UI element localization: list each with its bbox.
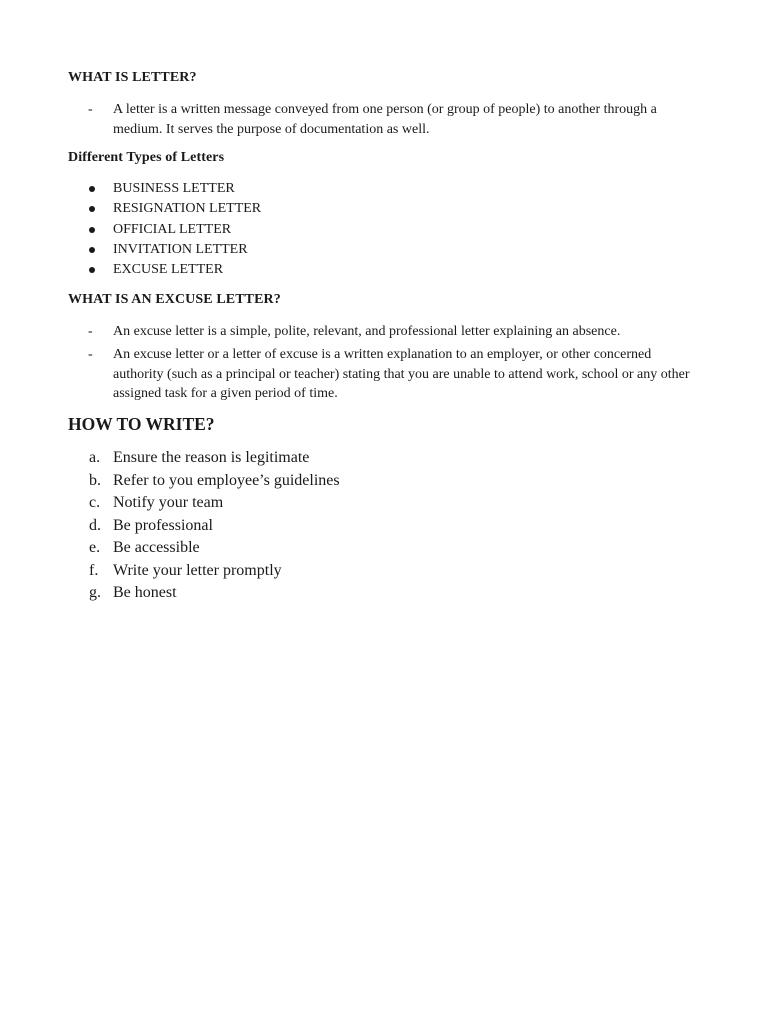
heading-types-of-letters: Different Types of Letters	[68, 150, 225, 165]
excuse-definition-text: An excuse letter or a letter of excuse is a written explanation to an employer, or other concerned authority (such as a principal or teacher) stating that you are unable to attend work, school or any other assigned task for a given period of time.	[113, 347, 690, 401]
list-item	[88, 240, 261, 260]
list-item	[89, 447, 340, 470]
step-marker: f.	[89, 561, 99, 579]
step-text: Be professional	[113, 516, 213, 534]
step-text: Write your letter promptly	[113, 561, 282, 579]
excuse-definition-text: An excuse letter is a simple, polite, relevant, and professional letter explaining an absence.	[113, 324, 621, 339]
list-item	[88, 199, 261, 219]
step-text: Notify your team	[113, 494, 224, 511]
step-text: Be honest	[113, 584, 177, 601]
list-item	[89, 537, 340, 560]
list-item	[89, 492, 340, 515]
list-item	[88, 260, 261, 280]
heading-how-to-write: HOW TO WRITE?	[68, 414, 215, 434]
list-item	[88, 100, 708, 139]
step-marker: b.	[89, 471, 101, 489]
letter-types-list	[88, 179, 261, 280]
step-text: Ensure the reason is legitimate	[113, 449, 310, 466]
dash-marker: -	[88, 347, 93, 362]
list-item	[88, 179, 261, 199]
list-item	[89, 515, 340, 538]
dash-marker: -	[88, 102, 93, 117]
step-text: Be accessible	[113, 539, 200, 556]
bullet-icon	[89, 247, 95, 253]
step-text: Refer to you employee’s guidelines	[113, 471, 340, 489]
heading-what-is-excuse-letter: WHAT IS AN EXCUSE LETTER?	[68, 292, 281, 307]
excuse-letter-definition-list	[88, 322, 703, 407]
list-item	[88, 322, 703, 342]
list-item	[88, 220, 261, 240]
bullet-icon	[89, 206, 95, 212]
letter-definition-list	[88, 100, 708, 143]
bullet-icon	[89, 227, 95, 233]
list-item	[88, 345, 703, 404]
bullet-icon	[89, 267, 95, 273]
how-to-write-steps	[89, 447, 340, 605]
letter-type-label: INVITATION LETTER	[113, 241, 248, 257]
step-marker: a.	[89, 449, 101, 466]
step-marker: c.	[89, 494, 101, 511]
heading-what-is-letter: WHAT IS LETTER?	[68, 70, 197, 85]
step-marker: g.	[89, 584, 101, 601]
step-marker: e.	[89, 539, 101, 556]
list-item	[89, 470, 340, 493]
dash-marker: -	[88, 324, 93, 339]
step-marker: d.	[89, 516, 101, 534]
letter-type-label: OFFICIAL LETTER	[113, 221, 232, 237]
letter-type-label: BUSINESS LETTER	[113, 181, 235, 196]
letter-definition-text: A letter is a written message conveyed from one person (or group of people) to another through a medium. It serves the purpose of documentation as well.	[113, 102, 657, 137]
bullet-icon	[89, 186, 95, 192]
list-item	[89, 582, 340, 605]
list-item	[89, 560, 340, 583]
letter-type-label: RESIGNATION LETTER	[113, 201, 262, 217]
letter-type-label: EXCUSE LETTER	[113, 262, 224, 278]
